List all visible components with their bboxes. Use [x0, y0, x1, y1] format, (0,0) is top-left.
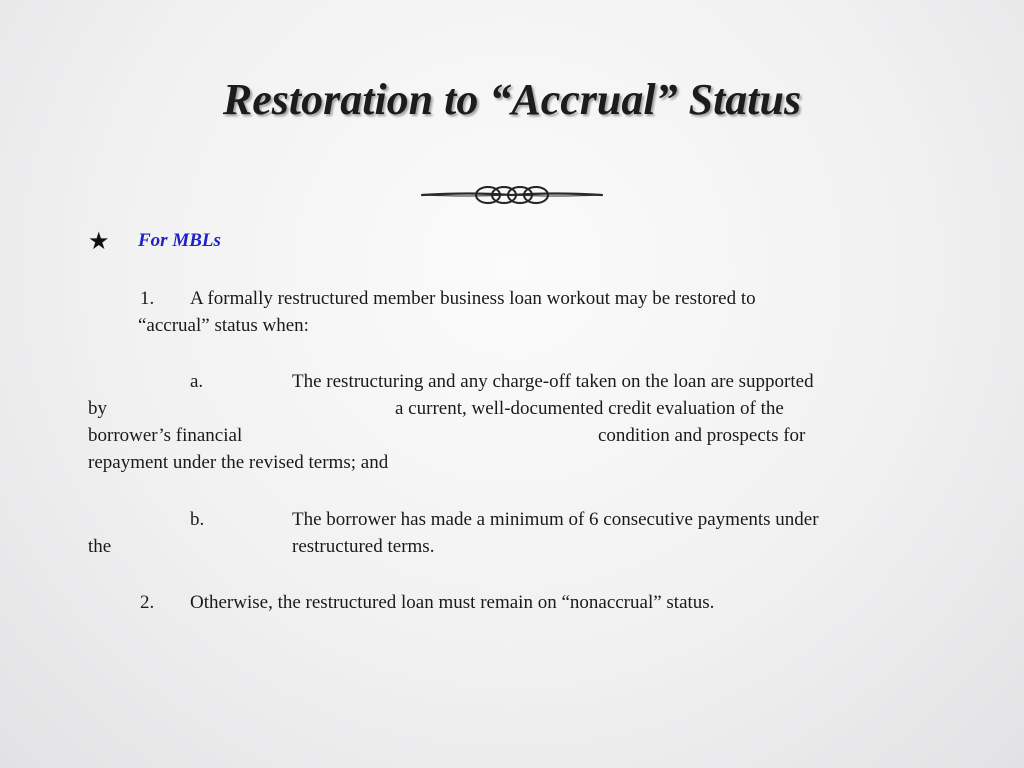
item-number: 1. — [140, 288, 155, 309]
ornament-divider-icon — [420, 181, 604, 209]
subitem-letter: b. — [190, 509, 205, 530]
subitem-text: a current, well-documented credit evaluation of the — [395, 398, 784, 419]
slide-title: Restoration to “Accrual” Status — [222, 75, 802, 124]
subitem-text: The borrower has made a minimum of 6 consecutive payments under — [292, 509, 819, 530]
section-heading: For MBLs — [138, 230, 221, 251]
subitem-text: by — [88, 398, 107, 419]
subitem-text: restructured terms. — [292, 536, 435, 557]
star-icon: ★ — [88, 227, 110, 255]
subitem-text: the — [88, 536, 112, 557]
subitem-text: repayment under the revised terms; and — [88, 452, 389, 473]
item-text: Otherwise, the restructured loan must remain on “nonaccrual” status. — [190, 592, 715, 613]
subitem-letter: a. — [190, 371, 204, 392]
subitem-text: The restructuring and any charge-off taken on the loan are supported — [292, 371, 814, 392]
item-text: “accrual” status when: — [138, 315, 309, 336]
item-number: 2. — [140, 592, 155, 613]
item-text: A formally restructured member business loan workout may be restored to — [190, 288, 756, 309]
subitem-text: condition and prospects for — [598, 425, 806, 446]
subitem-text: borrower’s financial — [88, 425, 243, 446]
